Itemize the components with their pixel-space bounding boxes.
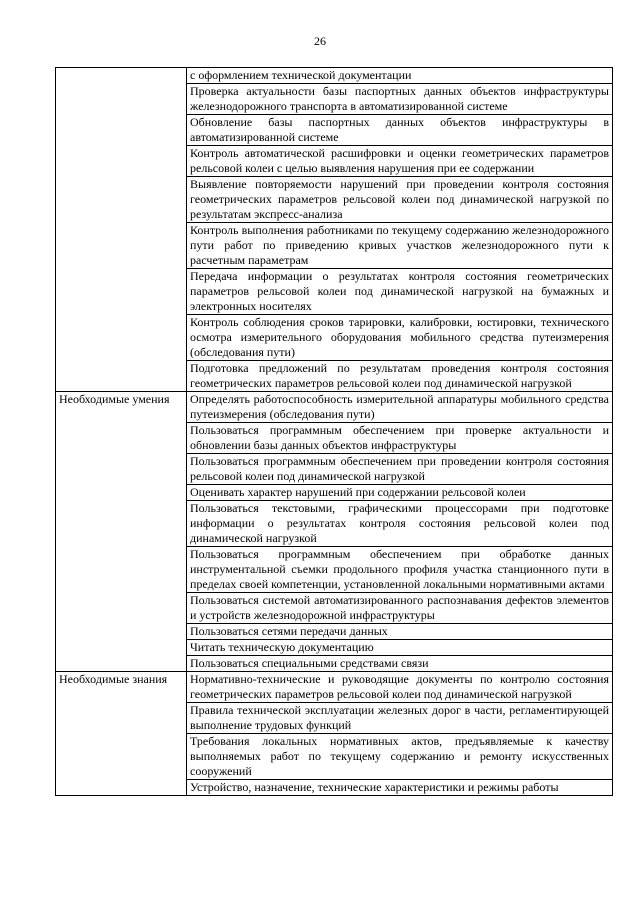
requirement-item: Требования локальных нормативных актов, предъявляемые к качеству выполняемых работ по текущему содержанию и ремонту искусственных сооружений (187, 734, 613, 780)
requirement-item: Обновление базы паспортных данных объектов инфраструктуры в автоматизированной системе (187, 115, 613, 146)
requirement-item: Пользоваться системой автоматизированного распознавания дефектов элементов и устройств железнодорожной инфраструктуры (187, 593, 613, 624)
requirement-item: с оформлением технической документации (187, 68, 613, 84)
requirement-item: Контроль выполнения работниками по текущему содержанию железнодорожного пути работ по приведению кривых участков железнодорожного пути к расчетным параметрам (187, 223, 613, 269)
requirement-item: Контроль соблюдения сроков тарировки, калибровки, юстировки, технического осмотра измерительного оборудования мобильного средства путеизмерения (обследования пути) (187, 315, 613, 361)
requirement-item: Пользоваться программным обеспечением при проверке актуальности и обновлении базы данных объектов инфраструктуры (187, 423, 613, 454)
requirement-item: Пользоваться программным обеспечением при проведении контроля состояния рельсовой колеи под динамической нагрузкой (187, 454, 613, 485)
table-row (56, 672, 613, 703)
section-label (56, 68, 187, 392)
requirement-item: Нормативно-технические и руководящие документы по контролю состояния геометрических параметров рельсовой колеи под динамической нагрузкой (187, 672, 613, 703)
requirement-item: Оценивать характер нарушений при содержании рельсовой колеи (187, 485, 613, 501)
section-label: Необходимые знания (56, 672, 187, 796)
requirement-item: Определять работоспособность измерительной аппаратуры мобильного средства путеизмерения (обследования пути) (187, 392, 613, 423)
requirement-item: Проверка актуальности базы паспортных данных объектов инфраструктуры железнодорожного транспорта в автоматизированной системе (187, 84, 613, 115)
requirements-table (55, 67, 613, 796)
section-label: Необходимые умения (56, 392, 187, 672)
requirement-item: Пользоваться программным обеспечением при обработке данных инструментальной съемки продольного профиля участка станционного пути в пределах своей компетенции, установленной локальными нормативными актами (187, 547, 613, 593)
requirement-item: Пользоваться специальными средствами связи (187, 656, 613, 672)
requirement-item: Выявление повторяемости нарушений при проведении контроля состояния геометрических параметров рельсовой колеи под динамической нагрузкой по результатам экспресс-анализа (187, 177, 613, 223)
table-row (56, 68, 613, 84)
requirement-item: Читать техническую документацию (187, 640, 613, 656)
table-row (56, 392, 613, 423)
requirement-item: Устройство, назначение, технические характеристики и режимы работы (187, 780, 613, 796)
page-number: 26 (314, 34, 326, 48)
requirement-item: Подготовка предложений по результатам проведения контроля состояния геометрических параметров рельсовой колеи под динамической нагрузкой (187, 361, 613, 392)
requirement-item: Пользоваться текстовыми, графическими процессорами при подготовке информации о результатах контроля состояния рельсовой колеи под динамической нагрузкой (187, 501, 613, 547)
requirement-item: Контроль автоматической расшифровки и оценки геометрических параметров рельсовой колеи с целью выявления нарушения при ее содержании (187, 146, 613, 177)
requirement-item: Пользоваться сетями передачи данных (187, 624, 613, 640)
requirement-item: Передача информации о результатах контроля состояния геометрических параметров рельсовой колеи под динамической нагрузкой на бумажных и электронных носителях (187, 269, 613, 315)
requirement-item: Правила технической эксплуатации железных дорог в части, регламентирующей выполнение трудовых функций (187, 703, 613, 734)
